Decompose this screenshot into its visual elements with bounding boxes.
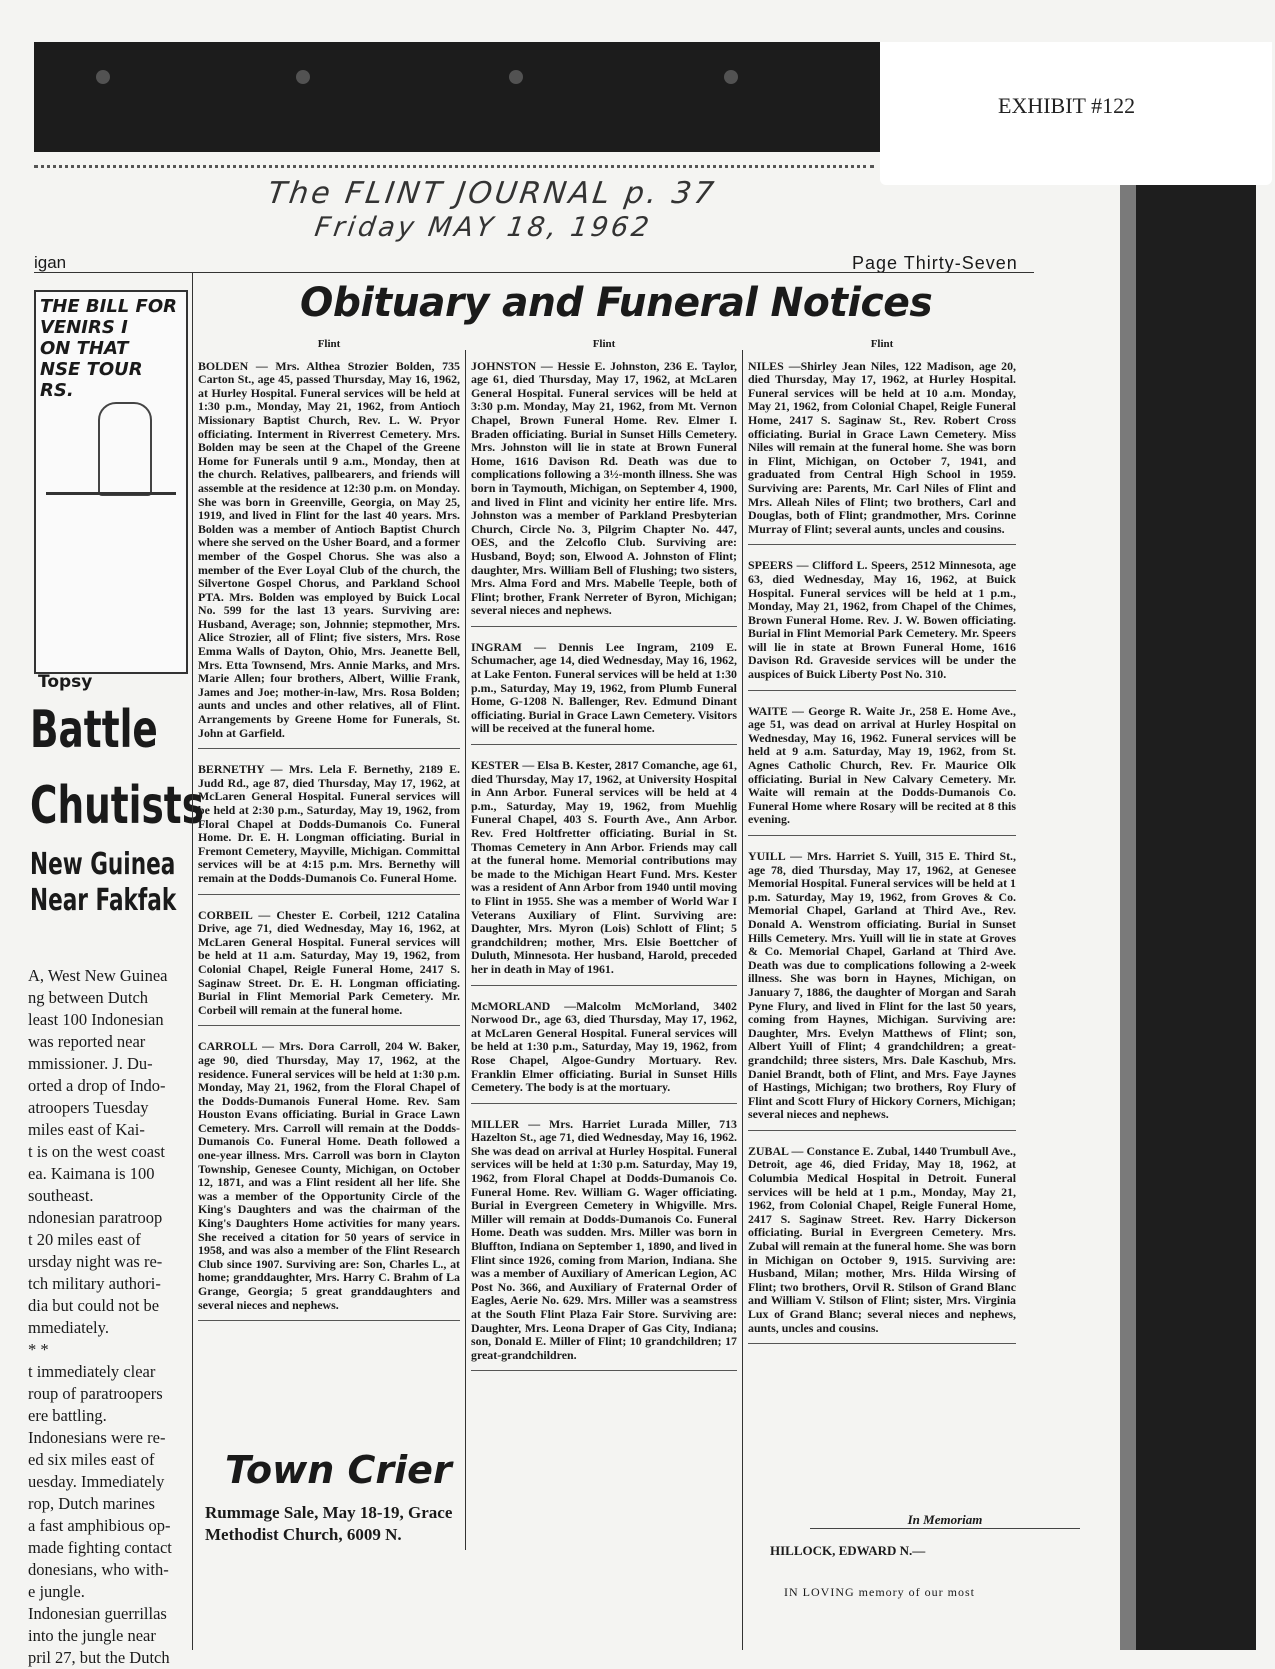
notice-text: — Chester E. Corbeil, 1212 Catalina Drive, age 71, died Wednesday, May 16, 1962, at McLaren General Hospital. Funeral services will be held at 11 a.m. Saturday, May 19, 1962, from Colonial Chapel, Reigle Funeral Home, 2417 S. Saginaw Street. Dr. E. H. Longman officiating. Burial in Flint Memorial Park Cemetery. Mr. Corbeil will remain at the funeral home. [198,907,460,1017]
story-line: t immediately clear [28,1362,156,1381]
story-line: roup of paratroopers [28,1384,163,1403]
notice-text: — Clifford L. Speers, 2512 Minnesota, age 63, died Wednesday, May 16, 1962, at Buick Hospital. Funeral services will be held at 1 p.m., Monday, May 21, 1962, from Chapel of the Chimes, Brown Funeral Home. Rev. J. W. Bowen officiating. Burial in Flint Memorial Park Cemetery. Mr. Speers will lie in state at Brown Funeral Home, 1616 Davison Rd. Graveside services will be under the auspices of Buick Liberty Post No. 310. [748,558,1016,682]
column-subhead: Flint [870,338,894,350]
decedent-surname: WAITE [748,703,788,718]
headline-battle: Battle [30,700,158,760]
top-scan-band [34,42,880,152]
obituary-notice [471,759,737,986]
story-line: ursday night was re- [28,1252,163,1271]
cartoon-desk [46,492,176,565]
decedent-surname: JOHNSTON [471,358,537,373]
balloon-line: ON THAT [40,338,129,359]
cartoon-figure [98,402,152,496]
scan-edge-dark [1136,185,1256,1650]
obituary-column-2 [471,338,737,1385]
obituary-notice [198,360,460,750]
subhead-fakfak: Near Fakfak [30,883,177,918]
town-crier-heading: Town Crier [225,1448,452,1492]
obituary-notice [198,763,460,894]
obituary-column-1 [198,338,460,1335]
story-line: Indonesians were re- [28,1428,166,1447]
balloon-line: THE BILL FOR [40,296,177,317]
story-line: A, West New Guinea [28,966,168,985]
balloon-line: NSE TOUR [40,359,143,380]
notice-text: — Hessie E. Johnston, 236 E. Taylor, age 61, died Thursday, May 17, 1962, at McLaren General Hospital. Funeral services will be held at 3:30 p.m. Monday, May 21, 1962, from Mt. Vernon Chapel, Brown Funeral Home. Rev. Elmer I. Braden officiating. Burial in Sunset Hills Cemetery. Mrs. Johnston will lie in state at Brown Funeral Home, 1616 Davison Rd. Death was due to complications following a 3½-month illness. She was born in Taymouth, Michigan, on September 4, 1900, and lived in Flint and vicinity her entire life. Mrs. Johnston was a member of Parkland Presbyterian Church, Circle No. 3, Pilgrim Chapter No. 447, OES, and the Zelcoflo Club. Surviving are: Husband, Boyd; son, Elwood A. Johnston of Flint; daughter, Mrs. William Bell of Flushing; two sisters, Mrs. Alma Ford and Mrs. Mabelle Teeple, both of Flint; brother, Frank Nerreter of Byron, Michigan; several nieces and nephews. [471,358,737,618]
decedent-surname: YUILL [748,849,786,863]
cartoon-caption: Topsy [38,672,93,692]
column-rule [192,272,193,1650]
decedent-surname: KESTER [471,758,520,773]
obituary-column-3 [748,338,1016,1358]
story-line: uesday. Immediately [28,1472,165,1491]
balloon-line: RS. [40,380,74,401]
story-line: e jungle. [28,1582,85,1601]
story-line: a fast amphibious op- [28,1516,171,1535]
story-line: * * [28,1340,49,1359]
story-line: ng between Dutch [28,988,149,1007]
balloon-line: VENIRS I [40,317,128,338]
town-crier-text: Rummage Sale, May 18-19, Grace Methodist Church, 6009 N. [205,1503,453,1544]
story-line: Indonesian guerrillas [28,1604,167,1623]
story-line: into the jungle near [28,1626,156,1645]
decedent-surname: BERNETHY [198,762,265,777]
handwritten-note-line1: The FLINT JOURNAL p. 37 [265,176,719,211]
scan-spot [509,70,523,84]
column-subhead: Flint [317,338,341,350]
memoriam-name: HILLOCK, EDWARD N.— [770,1543,926,1558]
obituary-notice [471,1118,737,1372]
obituary-notice [748,559,1016,690]
story-line: ere battling. [28,1406,107,1425]
decedent-surname: INGRAM [471,639,522,654]
notice-text: — Mrs. Harriet S. Yuill, 315 E. Third St., age 78, died Thursday, May 17, 1962, at Genesee Memorial Hospital. Funeral services will be held at 1 p.m. Saturday, May 19, 1962, from Groves & Co. Memorial Chapel, Garland at Third Ave., Rev. Donald A. Wenstrom officiating. Burial in Sunset Hills Cemetery. Mrs. Yuill will lie in state at Groves & Co. Memorial Chapel, Garland at Third Ave. Death was due to complications following a 2-week illness. She was born in Haynes, Michigan, on January 7, 1886, the daughter of Morgan and Sarah Pyne Flury, and lived in Flint for the last 50 years, coming from Haynes, Michigan. Surviving are: Daughter, Mrs. Evelyn Matthews of Flint; son, Albert Yuill of Flint; 4 grandchildren; a great-grandchild; three sisters, Mrs. Dale Kaschub, Mrs. Daniel Brandt, both of Flint, and Mrs. Faye Jaynes of Hastings, Michigan; two brothers, Roy Flury of Flint and Scott Flury of Hickory Corners, Michigan; several nieces and nephews. [748,849,1016,1122]
story-line: donesians, who with- [28,1560,169,1579]
memoriam-heading: In Memoriam [810,1512,1080,1529]
story-line: was reported near [28,1032,146,1051]
obituary-notice [471,1000,737,1104]
memoriam-text: IN LOVING memory of our most [784,1585,975,1599]
notice-text: — Mrs. Dora Carroll, 204 W. Baker, age 90, died Thursday, May 17, 1962, at the residence. Funeral services will be held at 1:30 p.m. Monday, May 21, 1962, from the Floral Chapel of the Dodds-Dumanois Funeral Home. Rev. Sam Houston Evans officiating. Burial in Grace Lawn Cemetery. Mrs. Carroll will remain at the Dodds-Dumanois Co. Funeral Home. Death followed a one-year illness. Mrs. Carroll was born in Clayton Township, Genesee County, Michigan, on October 12, 1871, and was a Flint resident all her life. She was a member of the Opportunity Circle of the King's Daughters and was the chairman of the King's Daughters Home activities for many years. She received a citation for 50 years of service in 1958, and was also a member of the Flint Research Club since 1907. Surviving are: Son, Charles L., at home; granddaughter, Mrs. Harry C. Brahm of La Grange, Georgia; 5 great granddaughters and several nieces and nephews. [198,1039,460,1312]
decedent-surname: McMORLAND [471,998,551,1013]
decedent-surname: BOLDEN [198,358,249,373]
notice-text: — Mrs. Althea Strozier Bolden, 735 Carton St., age 45, passed Thursday, May 16, 1962, at Hurley Hospital. Funeral services will be held at 1:30 p.m., Monday, May 21, 1962, from Antioch Missionary Baptist Church, Rev. L. W. Pryor officiating. Interment in Riverrest Cemetery. Mrs. Bolden may be seen at the Chapel of the Greene Home for Funerals until 9 a.m., Monday, then at the church. Relatives, pallbearers, and friends will assemble at the residence at 12:30 p.m. on Monday. She was born in Greenville, Georgia, on May 25, 1919, and lived in Flint for the last 40 years. Mrs. Bolden was a member of Antioch Baptist Church where she served on the Usher Board, and a former member of the Gospel Chorus. She was also a member of the Ever Loyal Club of the church, the Silvertone Gospel Chorus, and Parkland School PTA. Mrs. Bolden was employed by Buick Local No. 599 for the last 13 years. Surviving are: Husband, Average; son, Johnnie; stepmother, Mrs. Alice Strozier, all of Flint; five sisters, Mrs. Rose Emma Walls of Dayton, Ohio, Mrs. Jeanette Bell, Mrs. Etta Townsend, Mrs. Annie Marks, and Mrs. Marie Allen; four brothers, Albert, Willie Frank, James and Joe; mother-in-law, Mrs. Rosa Bolden; aunts and uncles and other relatives, all of Flint. Arrangements by Greene Home for Funerals, St. John at Garfield. [198,358,460,740]
story-line: ndonesian paratroop [28,1208,163,1227]
notice-text: — Mrs. Lela F. Bernethy, 2189 E. Judd Rd., age 87, died Thursday, May 17, 1962, at McLaren General Hospital. Funeral services will be held at 2:30 p.m., Saturday, May 19, 1962, from Floral Chapel at Dodds-Dumanois Co. Funeral Home. Dr. E. H. Longman officiating. Burial in Fremont Cemetery, Mayville, Michigan. Committal services will be at 4:15 p.m. Mrs. Bernethy will remain at the Dodds-Dumanois Co. Funeral Home. [198,762,460,885]
war-story-text [28,965,190,1669]
column-rule [742,350,743,1650]
story-line: dia but could not be [28,1296,160,1315]
story-line: rop, Dutch marines [28,1494,155,1513]
notice-text: — Elsa B. Kester, 2817 Comanche, age 61, died Thursday, May 17, 1962, at University Hospital in Ann Arbor. Funeral services will be held at 4 p.m., Saturday, May 19, 1962, from Muehlig Funeral Chapel, 403 S. Fourth Ave., Ann Arbor. Rev. Fred Holtfretter officiating. Burial in St. Thomas Cemetery in Ann Arbor. Friends may call at the funeral home. Memorial contributions may be made to the Michigan Heart Fund. Mrs. Kester was a resident of Ann Arbor from 1940 until moving to Flint in 1955. She was a member of World War I Veterans Auxiliary of Flint. Surviving are: Daughter, Mrs. Myron (Lois) Schlott of Flint; 5 grandchildren; mother, Mrs. Elsie Boettcher of Duluth, Minnesota. Her husband, Harold, preceded her in death in May of 1961. [471,758,737,976]
headline-chutists: Chutists [30,776,204,836]
scan-spot [96,70,110,84]
running-head-right: Page Thirty-Seven [852,253,1018,273]
story-line: t 20 miles east of [28,1230,141,1249]
notice-text: — Dennis Lee Ingram, 2109 E. Schumacher, age 14, died Wednesday, May 16, 1962, at Lake Fenton. Funeral services will be held at 1:30 p.m., Saturday, May 19, 1962, from Plumb Funeral Home, G-1208 N. Ballenger, Rev. Edmund Dinant officiating. Burial in Grace Lawn Cemetery. Visitors will be received at the funeral home. [471,639,737,736]
perforation-line [34,165,874,168]
story-line: orted a drop of Indo- [28,1076,166,1095]
decedent-surname: MILLER [471,1116,520,1131]
handwritten-note-line2: Friday MAY 18, 1962 [312,212,654,243]
column-rule [465,350,466,1550]
column-subhead: Flint [592,338,616,350]
scan-spot [724,70,738,84]
story-line: mmediately. [28,1318,109,1337]
obituary-notice [198,1040,460,1321]
obituary-notice [748,850,1016,1131]
obituary-notice [748,360,1016,546]
story-line: made fighting contact [28,1538,172,1557]
notice-text: — Constance E. Zubal, 1440 Trumbull Ave., Detroit, age 46, died Friday, May 18, 1962, at Columbia Medical Hospital in Detroit. Funeral services will be held at 1 p.m., Monday, May 21, 1962, from Colonial Chapel, Reigle Funeral Home, 2417 S. Saginaw Street. Rev. Harry Dickerson officiating. Burial in Evergreen Cemetery. Mrs. Zubal will remain at the funeral home. She was born in Michigan on October 9, 1915. Surviving are: Husband, Milan; mother, Mrs. Hilda Wirsing of Flint; two brothers, Orvil R. Stilson of Grand Blanc and William V. Stilson of Flint; sister, Mrs. Virginia Lux of Grand Blanc; several nieces and nephews, aunts, uncles and cousins. [748,1143,1016,1335]
decedent-surname: CARROLL [198,1039,257,1054]
story-line: least 100 Indonesian [28,1010,164,1029]
obituary-notice [471,641,737,745]
decedent-surname: CORBEIL [198,907,253,922]
section-title: Obituary and Funeral Notices [300,280,933,326]
obituary-notice [748,705,1016,836]
story-line: ea. Kaimana is 100 [28,1164,155,1183]
cartoon-panel [34,290,188,674]
story-line: tch military authori- [28,1274,161,1293]
scan-spot [296,70,310,84]
story-line: miles east of Kai- [28,1120,145,1139]
cartoon-balloon [40,296,177,401]
obituary-notice [748,1145,1016,1344]
story-line: mmissioner. J. Du- [28,1054,153,1073]
notice-text: —Malcolm McMorland, 3402 Norwood Dr., age 63, died Thursday, May 17, 1962, at McLaren General Hospital. Funeral services will be held at 1:30 p.m., Saturday, May 19, 1962, from Rose Chapel, Algoe-Gundry Mortuary. Rev. Franklin Elmer officiating. Burial in Sunset Hills Cemetery. The body is at the mortuary. [471,998,737,1095]
notice-text: —Shirley Jean Niles, 122 Madison, age 20, died Thursday, May 17, 1962, at Hurley Hospital. Funeral services will be held at 10 a.m. Monday, May 21, 1962, from Colonial Chapel, Reigle Funeral Home, 2417 S. Saginaw St., Rev. Robert Cross officiating. Burial in Grace Lawn Cemetery. Miss Niles will remain at the funeral home. She was born in Flint, Michigan, on October 7, 1941, and graduated from Central High School in 1959. Surviving are: Parents, Mr. Carl Niles of Flint and Mrs. Alleah Niles of Flint; two brothers, Carl and Douglas, both of Flint; grandmother, Mrs. Corinne Murray of Flint; several aunts, uncles and cousins. [748,358,1016,536]
story-line: t is on the west coast [28,1142,166,1161]
decedent-surname: NILES [748,358,784,373]
story-line: atroopers Tuesday [28,1098,149,1117]
notice-text: — Mrs. Harriet Lurada Miller, 713 Hazelton St., age 71, died Wednesday, May 16, 1962. She was dead on arrival at Hurley Hospital. Funeral services will be held at 1:30 p.m. Saturday, May 19, 1962, from Floral Chapel at Dodds-Dumanois Co. Funeral Home. Rev. William G. Wager officiating. Burial in Evergreen Cemetery in Whigville. Mrs. Miller will remain at Dodds-Dumanois Co. Funeral Home. Death was sudden. Mrs. Miller was born in Bluffton, Indiana on September 1, 1890, and lived in Flint since 1926, coming from Marion, Indiana. She was a member of Auxiliary of American Legion, AC Post No. 366, and Auxiliary of Fraternal Order of Eagles, Aerie No. 629. Mrs. Miller was a seamstress at the South Flint Plaza Fair Store. Surviving are: Daughter, Mrs. Leona Draper of Gas City, Indiana; son, Donald E. Miller of Flint; 10 grandchildren; 17 great-grandchildren. [471,1116,737,1362]
exhibit-label: EXHIBIT #122 [998,93,1136,118]
story-line: pril 27, but the Dutch [28,1648,170,1667]
in-memoriam [770,1512,1120,1600]
obituary-notice [198,909,460,1027]
story-line: southeast. [28,1186,94,1205]
running-head-left: igan [34,253,67,272]
subhead-new-guinea: New Guinea [30,847,176,882]
decedent-surname: ZUBAL [748,1143,789,1158]
notice-text: — George R. Waite Jr., 258 E. Home Ave., age 51, was dead on arrival at Hurley Hospital on Wednesday, May 16, 1962. Funeral services will be held at 9 a.m. Saturday, May 19, 1962, from St. Agnes Catholic Church, Rev. Fr. Maurice Olk officiating. Burial in New Calvary Cemetery. Mr. Waite will remain at the Dodds-Dumanois Co. Funeral Home where Rosary will be recited at 8 this evening. [748,703,1016,827]
obituary-notice [471,360,737,627]
story-line: ed six miles east of [28,1450,155,1469]
decedent-surname: SPEERS [748,558,793,573]
page-rule [34,272,1034,273]
